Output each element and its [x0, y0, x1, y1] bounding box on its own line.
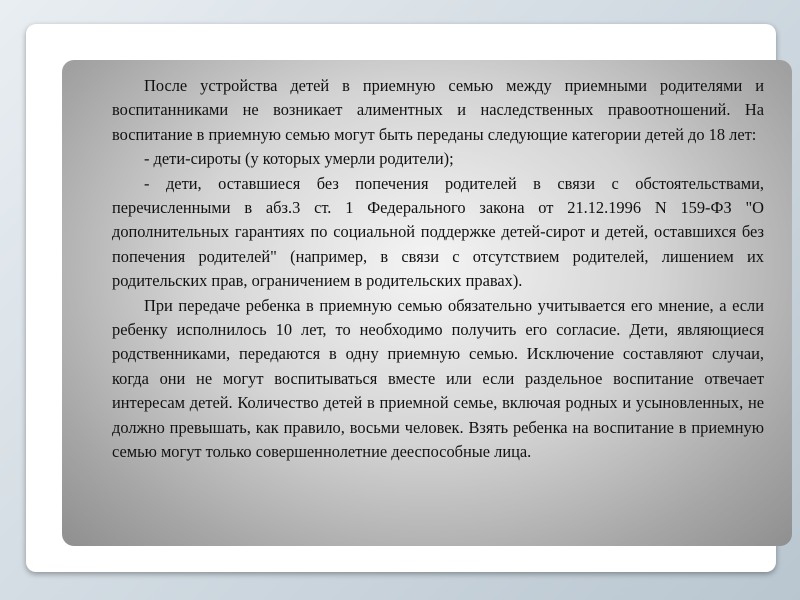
text-panel	[62, 60, 792, 546]
paragraph-foster-family-intro: После устройства детей в приемную семью между приемными родителями и воспитанниками не возникает алиментных и наследственных правоотношений. На воспитание в приемную семью могут быть переданы следующие категории детей до 18 лет:	[112, 76, 764, 144]
paragraph-orphans: - дети-сироты (у которых умерли родители);	[144, 149, 454, 169]
slide	[26, 24, 776, 572]
paragraph-children-without-care: - дети, оставшиеся без попечения родителей в связи с обстоятельствами, перечисленными в абз.3 ст. 1 Федерального закона от 21.12.1996 N 159-ФЗ "О дополнительных гарантиях по социальной поддержке детей-сирот и детей, оставшихся без попечения родителей" (например, в связи с отсутствием родителей, лишением их родительских прав, ограничением в родительских правах).	[112, 173, 764, 291]
paragraph-child-consent: При передаче ребенка в приемную семью обязательно учитывается его мнение, а если ребенку исполнилось 10 лет, то необходимо получить его согласие. Дети, являющиеся родственниками, передаются в одну приемную семью. Исключение составляют случаи, когда они не могут воспитываться вместе или если раздельное воспитание отвечает интересам детей. Количество детей в приемной семье, включая родных и усыновленных, не должно превышать, как правило, восьми человек. Взять ребенка на воспитание в приемную семью могут только совершеннолетние дееспособные лица.	[112, 295, 764, 462]
